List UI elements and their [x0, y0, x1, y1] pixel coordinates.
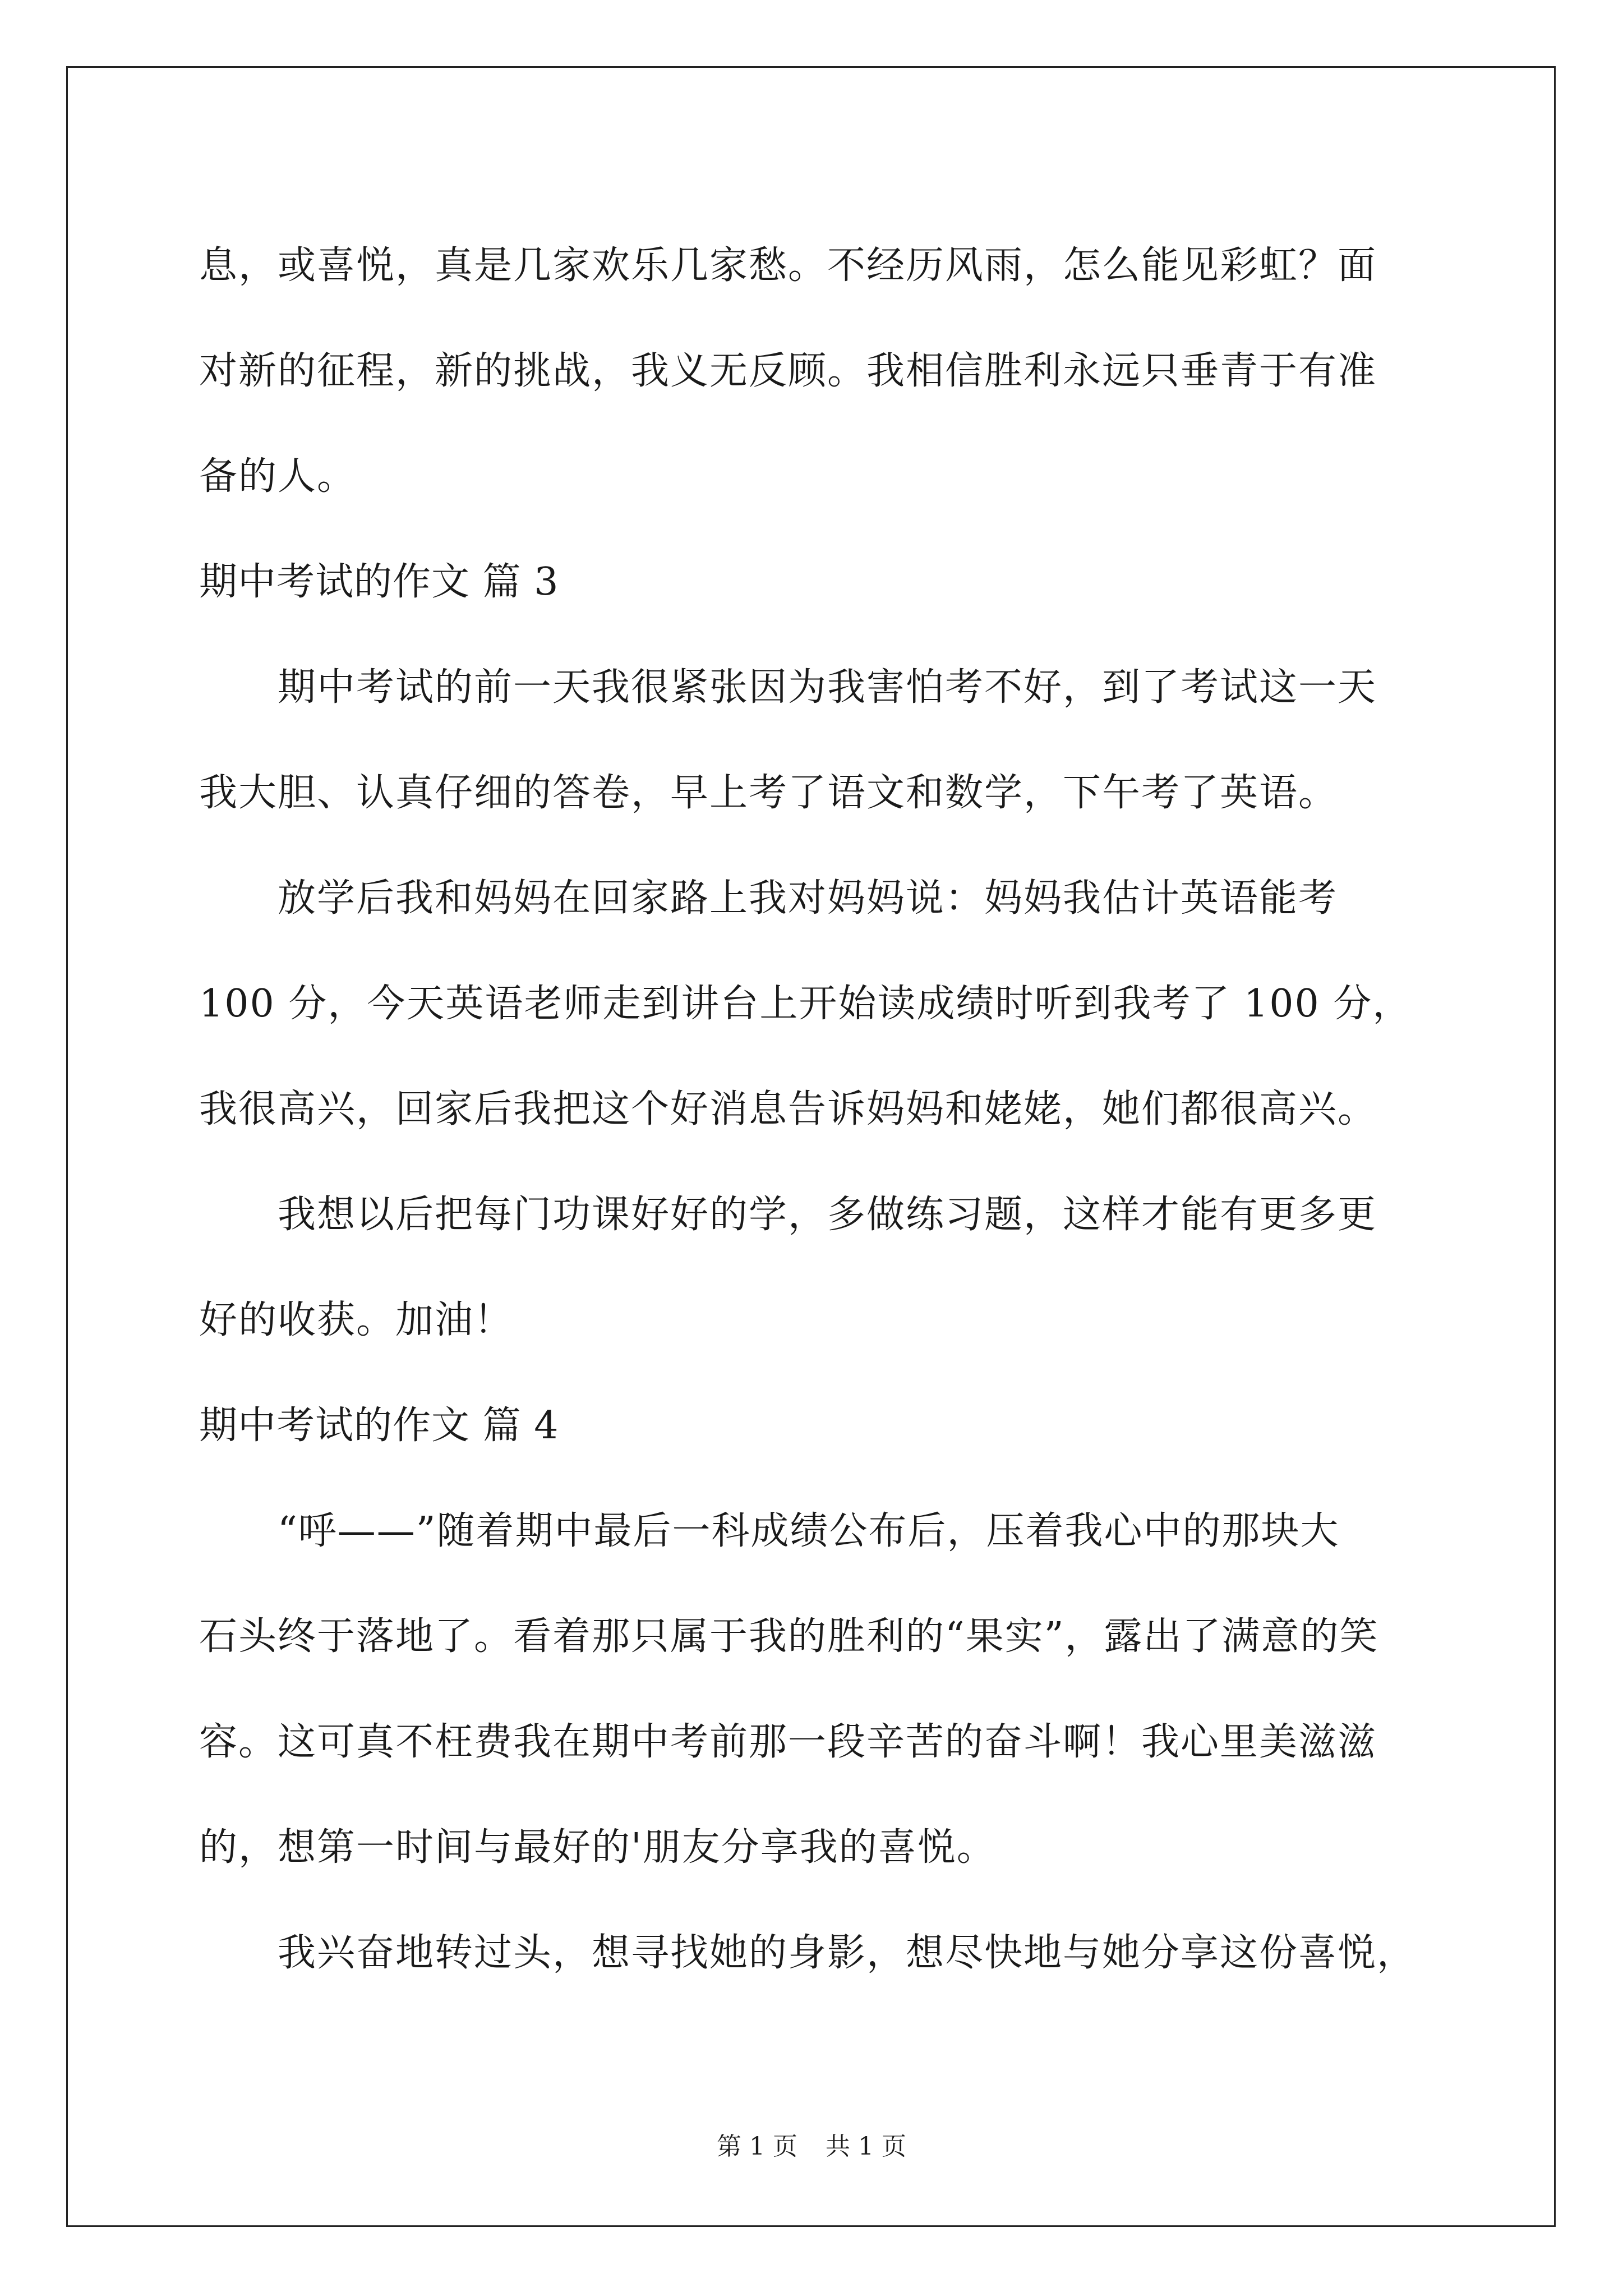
- page-number: 第 1 页: [717, 2132, 797, 2161]
- text-line: 我很高兴，回家后我把这个好消息告诉妈妈和姥姥，她们都很高兴。: [199, 1087, 1377, 1131]
- document-body: [199, 213, 1433, 2006]
- page-total: 共 1 页: [826, 2132, 906, 2161]
- text-line: 备的人。: [199, 454, 357, 499]
- paragraph-start: 我兴奋地转过头，想寻找她的身影，想尽快地与她分享这份喜悦，: [278, 1931, 1417, 1975]
- text-line: 100 分，今天英语老师走到讲台上开始读成绩时听到我考了 100 分，: [199, 982, 1412, 1026]
- paragraph-start: 放学后我和妈妈在回家路上我对妈妈说：妈妈我估计英语能考: [278, 876, 1338, 921]
- section-heading-4: 期中考试的作文 篇 4: [199, 1404, 559, 1448]
- text-line: 息，或喜悦，真是几家欢乐几家愁。不经历风雨，怎么能见彩虹？面: [199, 243, 1377, 288]
- paragraph-start: 我想以后把每门功课好好的学，多做练习题，这样才能有更多更: [278, 1193, 1377, 1237]
- text-line: 的，想第一时间与最好的'朋友分享我的喜悦。: [199, 1825, 996, 1870]
- paragraph-start: 期中考试的前一天我很紧张因为我害怕考不好，到了考试这一天: [278, 665, 1377, 710]
- text-line: 我大胆、认真仔细的答卷，早上考了语文和数学，下午考了英语。: [199, 771, 1338, 815]
- page-footer: [0, 2126, 1623, 2162]
- section-heading-3: 期中考试的作文 篇 3: [199, 560, 559, 604]
- text-line: 对新的征程，新的挑战，我义无反顾。我相信胜利永远只垂青于有准: [199, 349, 1377, 393]
- text-line: 容。这可真不枉费我在期中考前那一段辛苦的奋斗啊！我心里美滋滋: [199, 1720, 1377, 1764]
- text-line: 石头终于落地了。看着那只属于我的胜利的“果实”，露出了满意的笑: [199, 1614, 1379, 1659]
- text-line: 好的收获。加油！: [199, 1298, 514, 1342]
- paragraph-start: “呼——”随着期中最后一科成绩公布后，压着我心中的那块大: [278, 1509, 1340, 1553]
